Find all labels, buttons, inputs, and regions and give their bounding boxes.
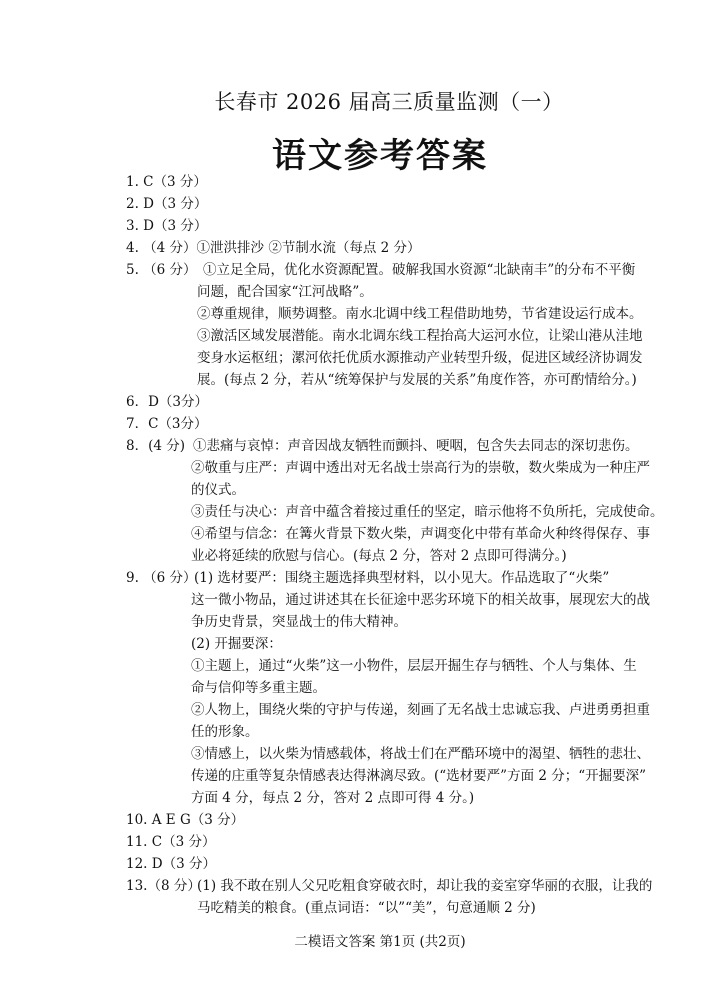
answer-q9-line: ②人物上，围绕火柴的守护与传递，刻画了无名战士忠诚忘我、卢进勇勇担重	[191, 702, 650, 718]
answer-q8-number: 8．(4 分)	[126, 438, 186, 454]
answer-q7: 7．C（3分）	[126, 416, 208, 432]
answer-q8-line: 业必将延续的欣慰与信心。(每点 2 分，答对 2 点即可得满分。)	[191, 548, 567, 564]
answer-q8-line: ②敬重与庄严：声调中透出对无名战士崇高行为的崇敬，数火柴成为一种庄严	[191, 460, 650, 476]
document-heading: 语文参考答案	[272, 136, 488, 176]
answer-q9-line: ①主题上，通过“火柴”这一小物件，层层开掘生存与牺牲、个人与集体、生	[191, 658, 637, 674]
answer-q9-line: 传递的庄重等复杂情感表达得淋漓尽致。(“选材要严”方面 2 分；“开掘要深”	[191, 768, 647, 784]
answer-q8-line: ③责任与决心：声音中蕴含着接过重任的坚定，暗示他将不负所托，完成使命。	[191, 504, 664, 520]
answer-q11: 11. C（3 分）	[126, 834, 216, 850]
answer-q9-line: 命与信仰等多重主题。	[191, 680, 326, 696]
answer-q5-line: ③激活区域发展潜能。南水北调东线工程抬高大运河水位，让梁山港从洼地	[197, 328, 643, 344]
answer-q9-line: 方面 4 分，每点 2 分，答对 2 点即可得 4 分。)	[191, 790, 475, 806]
answer-q9-line: (2) 开掘要深：	[191, 636, 282, 652]
answer-q9-number: 9. （6 分）	[126, 570, 197, 586]
answer-q9-line: 争历史背景，突显战士的伟大精神。	[191, 614, 407, 630]
answer-q1: 1. C（3 分）	[126, 174, 207, 190]
answer-q3: 3. D（3 分）	[126, 218, 208, 234]
answer-q5-number: 5. （6 分）	[126, 262, 197, 278]
answer-q5-line: 展。(每点 2 分，若从“统筹保护与发展的关系”角度作答，亦可酌情给分。)	[197, 372, 637, 388]
answer-q5-line: ①立足全局，优化水资源配置。破解我国水资源“北缺南丰”的分布不平衡	[203, 262, 636, 278]
answer-q8-line: ①悲痛与哀悼：声音因战友牺牲而颤抖、哽咽，包含失去同志的深切悲伤。	[193, 438, 639, 454]
answer-q8-line: ④希望与信念：在篝火背景下数火柴，声调变化中带有革命火种终得保存、事	[191, 526, 650, 542]
answer-q5-line: 变身水运枢纽；漯河依托优质水源推动产业转型升级，促进区域经济协调发	[197, 350, 643, 366]
answer-q13-number: 13.（8 分）	[126, 878, 201, 894]
answer-q13-line: 马吃精美的粮食。(重点词语：“以”“美”，句意通顺 2 分)	[197, 900, 536, 916]
answer-q8-line: 的仪式。	[191, 482, 245, 498]
answer-q4: 4. （4 分）①泄洪排沙 ②节制水流（每点 2 分）	[126, 240, 421, 256]
answer-q12: 12. D（3 分）	[126, 856, 216, 872]
answer-q2: 2. D（3 分）	[126, 196, 208, 212]
answer-q5-line: ②尊重规律，顺势调整。南水北调中线工程借助地势，节省建设运行成本。	[197, 306, 643, 322]
answer-q10: 10. A E G（3 分）	[126, 812, 245, 828]
answer-q9-line: ③情感上，以火柴为情感载体，将战士们在严酷环境中的渴望、牺牲的悲壮、	[191, 746, 650, 762]
answer-q6: 6．D（3分）	[126, 394, 209, 410]
answer-q9-line: 任的形象。	[191, 724, 259, 740]
page-footer: 二模语文答案 第1页 (共2页)	[294, 934, 466, 950]
answer-q9-line: 这一微小物品，通过讲述其在长征途中恶劣环境下的相关故事，展现宏大的战	[191, 592, 650, 608]
answer-q5-line: 问题，配合国家“江河战略”。	[197, 284, 373, 300]
exam-title: 长春市 2026 届高三质量监测（一）	[214, 90, 564, 114]
answer-q9-line: (1) 选材要严：围绕主题选择典型材料，以小见大。作品选取了“火柴”	[194, 570, 610, 586]
answer-q13-line: (1) 我不敢在别人父兄吃粗食穿破衣时，却让我的妾室穿华丽的衣服，让我的	[197, 878, 653, 894]
